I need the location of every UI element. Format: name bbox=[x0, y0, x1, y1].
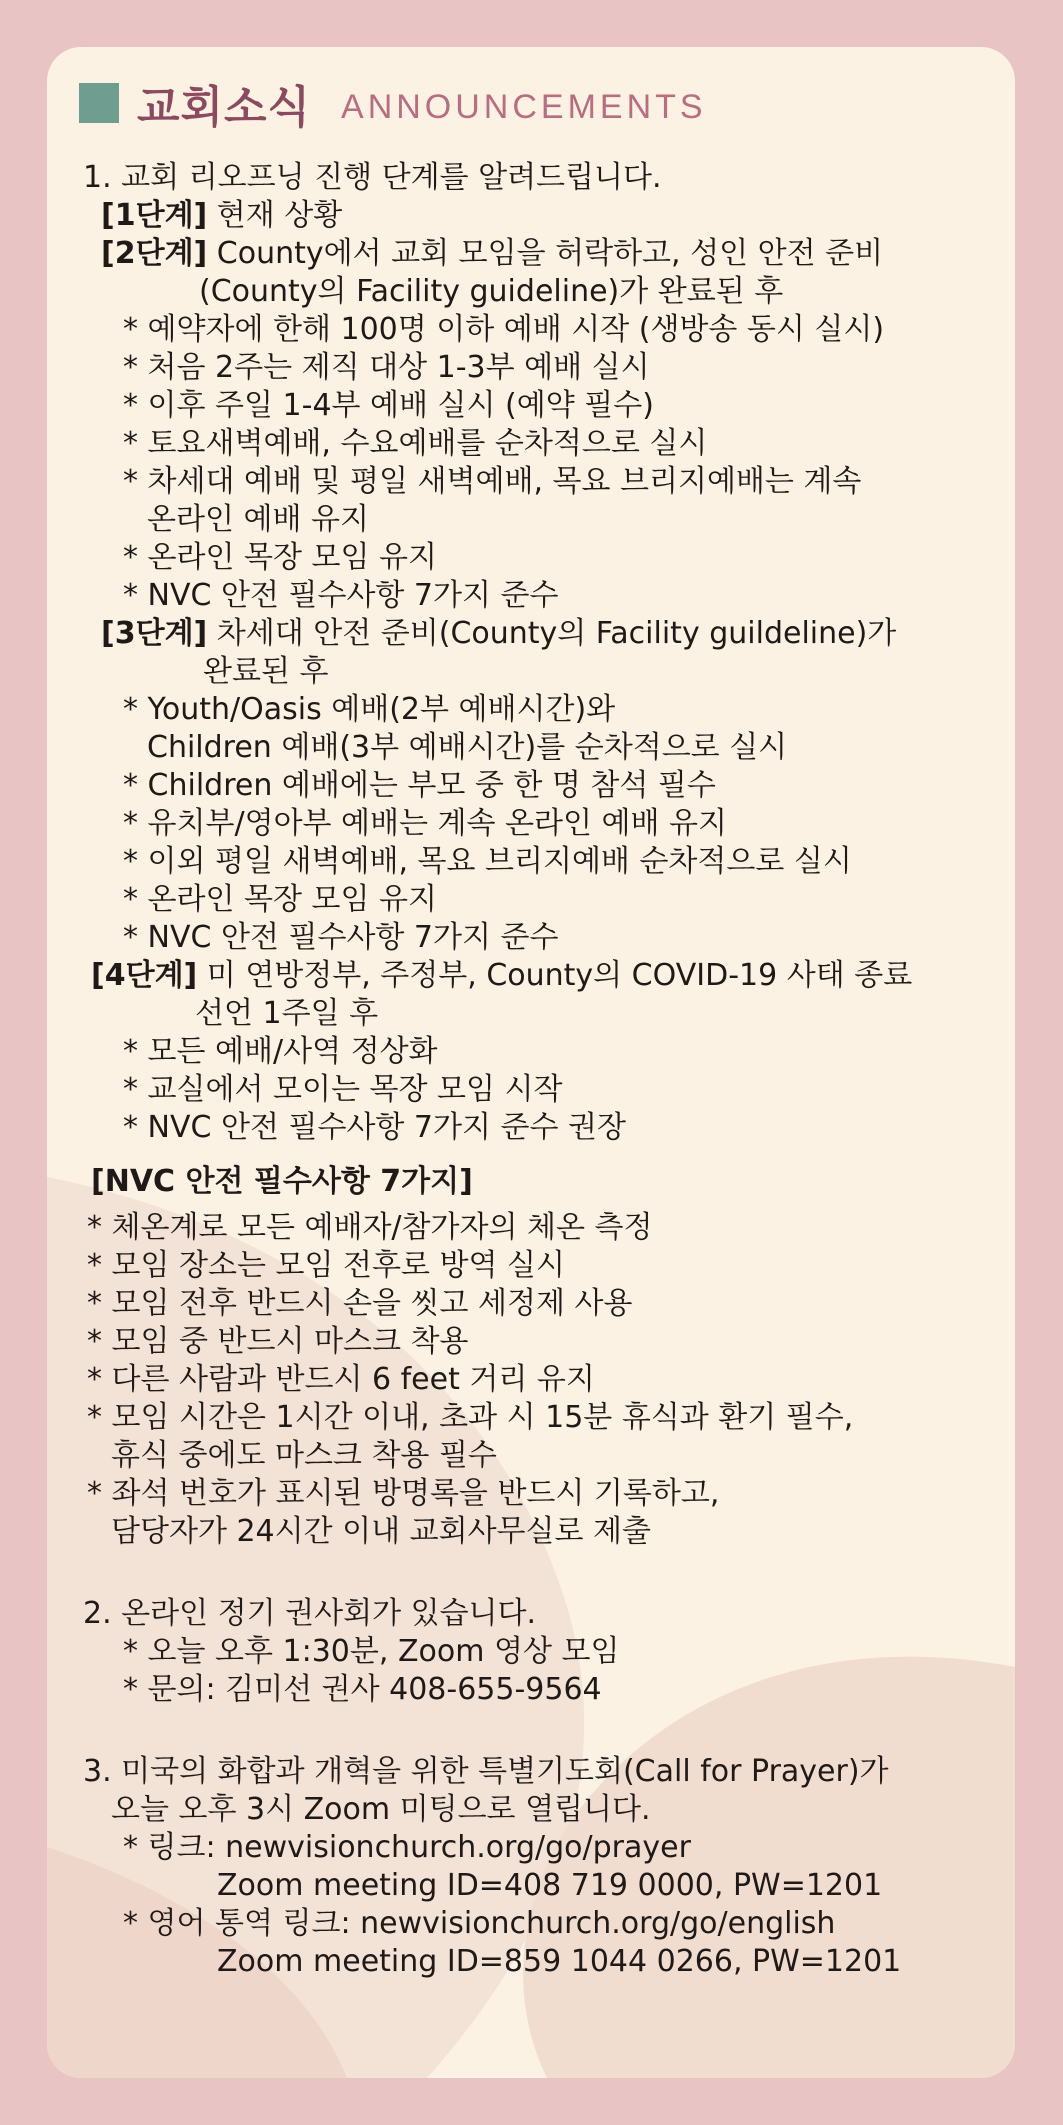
line-text: * 모임 전후 반드시 손을 씻고 세정제 사용 bbox=[87, 1286, 633, 1321]
text-line bbox=[91, 957, 912, 995]
text-line bbox=[87, 1247, 565, 1285]
text-line bbox=[123, 425, 707, 463]
line-text: * 처음 2주는 제직 대상 1-3부 예배 실시 bbox=[123, 350, 650, 385]
text-line bbox=[101, 235, 883, 273]
line-text: * 링크: newvisionchurch.org/go/prayer bbox=[123, 1830, 691, 1865]
text-line bbox=[87, 1361, 595, 1399]
text-line bbox=[123, 1671, 602, 1709]
line-label: [4단계] bbox=[91, 958, 198, 993]
text-line bbox=[123, 311, 884, 349]
line-text: 휴식 중에도 마스크 착용 필수 bbox=[111, 1438, 497, 1473]
line-label: [2단계] bbox=[101, 236, 208, 271]
text-line bbox=[123, 463, 861, 501]
line-text: * 교실에서 모이는 목장 모임 시작 bbox=[123, 1072, 563, 1107]
line-text: 2. 온라인 정기 권사회가 있습니다. bbox=[83, 1596, 537, 1631]
line-text: * 유치부/영아부 예배는 계속 온라인 예배 유지 bbox=[123, 806, 727, 841]
text-line bbox=[199, 273, 783, 311]
header-title-ko: 교회소식 bbox=[137, 82, 312, 133]
text-line bbox=[123, 1071, 562, 1109]
line-text: 현재 상황 bbox=[207, 198, 343, 233]
line-text: 완료된 후 bbox=[203, 654, 329, 689]
text-line bbox=[147, 501, 369, 539]
text-line bbox=[111, 1791, 651, 1829]
line-text: * Children 예배에는 부모 중 한 명 참석 필수 bbox=[123, 768, 716, 803]
text-line bbox=[147, 729, 787, 767]
text-line bbox=[195, 995, 378, 1033]
line-text: * 모임 중 반드시 마스크 착용 bbox=[87, 1324, 469, 1359]
text-line bbox=[111, 1437, 497, 1475]
text-line bbox=[123, 1109, 626, 1147]
line-text: 1. 교회 리오프닝 진행 단계를 알려드립니다. bbox=[83, 160, 662, 195]
text-line bbox=[87, 1209, 652, 1247]
line-label: [NVC 안전 필수사항 7가지] bbox=[91, 1164, 473, 1199]
text-line bbox=[91, 1163, 473, 1201]
line-text: * 모든 예배/사역 정상화 bbox=[123, 1034, 438, 1069]
line-text: 담당자가 24시간 이내 교회사무실로 제출 bbox=[111, 1514, 651, 1549]
text-line bbox=[123, 539, 437, 577]
line-text: * NVC 안전 필수사항 7가지 준수 권장 bbox=[123, 1110, 626, 1145]
line-text: County에서 교회 모임을 허락하고, 성인 안전 준비 bbox=[207, 236, 884, 271]
line-text: * 영어 통역 링크: newvisionchurch.org/go/english bbox=[123, 1906, 836, 1941]
text-line bbox=[123, 843, 852, 881]
text-line bbox=[87, 1475, 719, 1513]
line-text: * 모임 시간은 1시간 이내, 초과 시 15분 휴식과 환기 필수, bbox=[87, 1400, 854, 1435]
line-text: 3. 미국의 화합과 개혁을 위한 특별기도회(Call for Prayer)가 bbox=[83, 1754, 889, 1789]
text-line bbox=[217, 1867, 882, 1905]
announcement-card bbox=[47, 47, 1015, 2078]
text-line bbox=[123, 1633, 619, 1671]
text-line bbox=[203, 653, 328, 691]
line-text: * 온라인 목장 모임 유지 bbox=[123, 540, 437, 575]
line-text: Zoom meeting ID=408 719 0000, PW=1201 bbox=[217, 1868, 883, 1903]
line-text: * 토요새벽예배, 수요예배를 순차적으로 실시 bbox=[123, 426, 708, 461]
line-text: * 체온계로 모든 예배자/참가자의 체온 측정 bbox=[87, 1210, 653, 1245]
text-line bbox=[123, 349, 650, 387]
text-line bbox=[123, 691, 615, 729]
line-text: (County의 Facility guideline)가 완료된 후 bbox=[199, 274, 784, 309]
text-line bbox=[123, 1829, 691, 1867]
line-text: 미 연방정부, 주정부, County의 COVID-19 사태 종료 bbox=[197, 958, 913, 993]
line-text: * 좌석 번호가 표시된 방명록을 반드시 기록하고, bbox=[87, 1476, 720, 1511]
line-text: * 이외 평일 새벽예배, 목요 브리지예배 순차적으로 실시 bbox=[123, 844, 852, 879]
line-label: [1단계] bbox=[101, 198, 208, 233]
text-line bbox=[123, 1905, 835, 1943]
line-text: * 오늘 오후 1:30분, Zoom 영상 모임 bbox=[123, 1634, 620, 1669]
line-text: * 모임 장소는 모임 전후로 방역 실시 bbox=[87, 1248, 565, 1283]
text-line bbox=[101, 615, 896, 653]
text-line bbox=[83, 1753, 889, 1791]
line-text: * 온라인 목장 모임 유지 bbox=[123, 882, 437, 917]
announcement-body bbox=[47, 47, 1015, 2078]
text-line bbox=[87, 1323, 468, 1361]
text-line bbox=[83, 1595, 536, 1633]
text-line bbox=[123, 805, 727, 843]
line-text: 선언 1주일 후 bbox=[195, 996, 379, 1031]
line-text: Zoom meeting ID=859 1044 0266, PW=1201 bbox=[217, 1944, 902, 1979]
line-text: * 다른 사람과 반드시 6 feet 거리 유지 bbox=[87, 1362, 595, 1397]
line-text: * Youth/Oasis 예배(2부 예배시간)와 bbox=[123, 692, 616, 727]
text-line bbox=[101, 197, 342, 235]
line-text: * 예약자에 한해 100명 이하 예배 시작 (생방송 동시 실시) bbox=[123, 312, 885, 347]
line-text: * NVC 안전 필수사항 7가지 준수 bbox=[123, 578, 559, 613]
text-line bbox=[83, 159, 662, 197]
text-line bbox=[123, 387, 654, 425]
text-line bbox=[87, 1399, 853, 1437]
line-text: * NVC 안전 필수사항 7가지 준수 bbox=[123, 920, 559, 955]
line-text: 온라인 예배 유지 bbox=[147, 502, 369, 537]
text-line bbox=[87, 1285, 632, 1323]
line-text: Children 예배(3부 예배시간)를 순차적으로 실시 bbox=[147, 730, 788, 765]
text-line bbox=[123, 577, 558, 615]
line-text: 오늘 오후 3시 Zoom 미팅으로 열립니다. bbox=[111, 1792, 651, 1827]
line-text: 차세대 안전 준비(County의 Facility guildeline)가 bbox=[207, 616, 897, 651]
line-text: * 차세대 예배 및 평일 새벽예배, 목요 브리지예배는 계속 bbox=[123, 464, 862, 499]
text-line bbox=[123, 1033, 438, 1071]
line-text: * 이후 주일 1-4부 예배 실시 (예약 필수) bbox=[123, 388, 654, 423]
line-text: * 문의: 김미선 권사 408-655-9564 bbox=[123, 1672, 602, 1707]
header-title-en: ANNOUNCEMENTS bbox=[341, 87, 707, 126]
text-line bbox=[123, 767, 716, 805]
line-label: [3단계] bbox=[101, 616, 208, 651]
text-line bbox=[123, 919, 558, 957]
text-line bbox=[111, 1513, 651, 1551]
text-line bbox=[217, 1943, 901, 1981]
text-line bbox=[123, 881, 437, 919]
